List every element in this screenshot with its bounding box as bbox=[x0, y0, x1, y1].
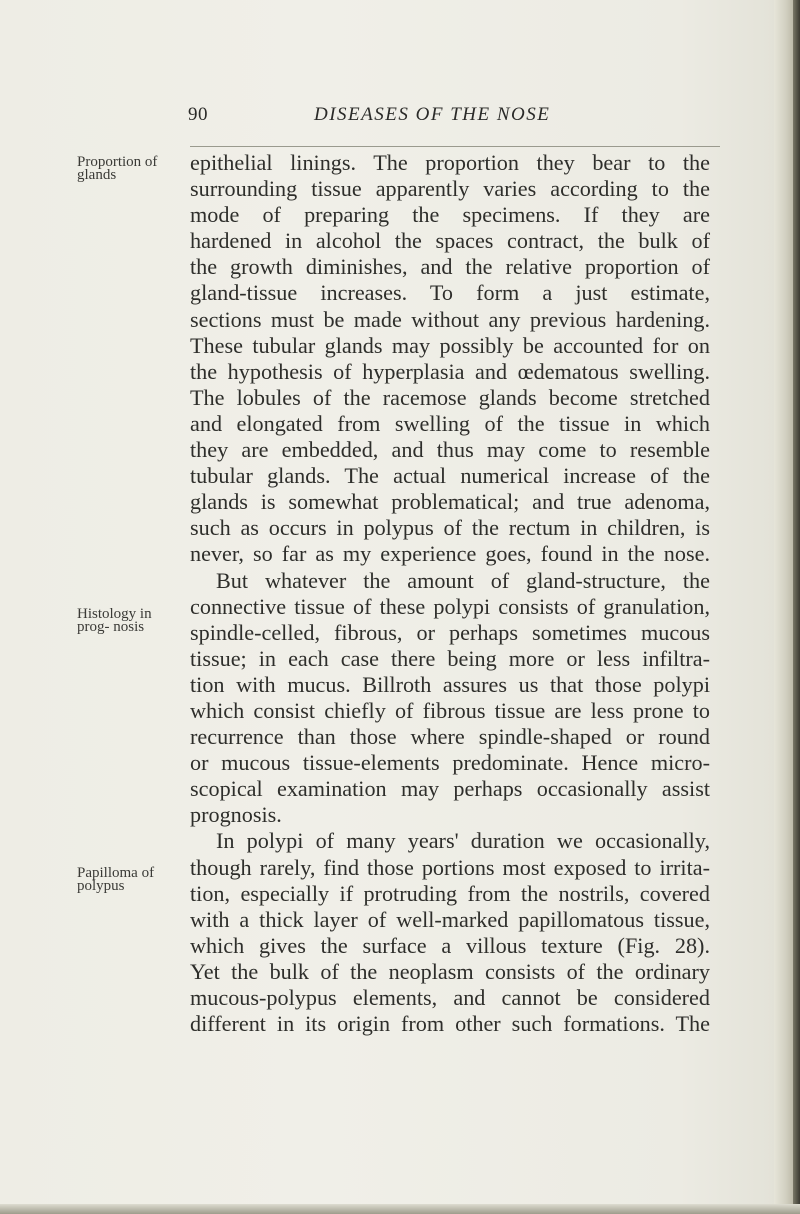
page-bottom-edge bbox=[0, 1204, 800, 1214]
text-line: gland-tissue increases. To form a just estimate, bbox=[190, 280, 710, 306]
text-line: which consist chiefly of fibrous tissue are less prone to bbox=[190, 697, 710, 723]
page-number: 90 bbox=[188, 104, 208, 125]
text-line: never, so far as my experience goes, found in the nose. bbox=[190, 541, 710, 567]
text-line: different in its origin from other such formations. The bbox=[190, 1011, 710, 1037]
text-line: mucous-polypus elements, and cannot be considered bbox=[190, 985, 710, 1010]
text-line: These tubular glands may possibly be accounted for on bbox=[190, 332, 710, 358]
text-line: though rarely, find those portions most exposed to irrita- bbox=[190, 854, 710, 880]
text-line: The lobules of the racemose glands become stretched bbox=[190, 384, 710, 410]
text-line: or mucous tissue-elements predominate. Hence micro- bbox=[190, 750, 710, 776]
text-line: prognosis. bbox=[190, 802, 282, 828]
text-line: spindle-celled, fibrous, or perhaps sometimes mucous bbox=[190, 619, 710, 645]
text-line: the hypothesis of hyperplasia and œdematous swelling. bbox=[190, 358, 710, 384]
text-line: connective tissue of these polypi consists of granulation, bbox=[190, 593, 710, 619]
text-line: recurrence than those where spindle-shaped or round bbox=[190, 724, 710, 750]
text-line: glands is somewhat problematical; and true adenoma, bbox=[190, 489, 710, 515]
text-line: tubular glands. The actual numerical increase of the bbox=[190, 463, 710, 489]
text-line: such as occurs in polypus of the rectum in children, is bbox=[190, 515, 710, 541]
running-head: DISEASES OF THE NOSE bbox=[314, 104, 551, 125]
text-line: tissue; in each case there being more or less infiltra- bbox=[190, 645, 710, 671]
text-line: tion, especially if protruding from the nostrils, covered bbox=[190, 880, 710, 906]
text-line: with a thick layer of well-marked papillomatous tissue, bbox=[190, 906, 710, 932]
text-line: surrounding tissue apparently varies according to the bbox=[190, 176, 710, 202]
text-line: hardened in alcohol the spaces contract, the bulk of bbox=[190, 228, 710, 254]
text-line: which gives the surface a villous texture (Fig. 28). bbox=[190, 932, 710, 958]
body-text bbox=[190, 150, 710, 1037]
text-line: they are embedded, and thus may come to resemble bbox=[190, 437, 710, 463]
text-line: scopical examination may perhaps occasionally assist bbox=[190, 776, 710, 802]
margin-note-proportion: Proportion of glands bbox=[77, 154, 158, 183]
text-line: the growth diminishes, and the relative proportion of bbox=[190, 254, 710, 280]
margin-note-papilloma: Papilloma of polypus bbox=[77, 865, 155, 894]
text-line: sections must be made without any previous hardening. bbox=[190, 306, 710, 332]
page-header bbox=[0, 104, 800, 134]
text-line: epithelial linings. The proportion they bear to the bbox=[190, 150, 710, 175]
header-rule bbox=[190, 146, 720, 147]
text-line: Yet the bulk of the neoplasm consists of the ordinary bbox=[190, 958, 710, 984]
text-line: mode of preparing the specimens. If they are bbox=[190, 202, 710, 228]
margin-note-histology: Histology in prog- nosis bbox=[77, 606, 152, 635]
text-line: In polypi of many years' duration we occasionally, bbox=[216, 828, 710, 854]
text-line: tion with mucus. Billroth assures us that those polypi bbox=[190, 671, 710, 697]
page-binding-edge bbox=[793, 0, 800, 1214]
text-line: and elongated from swelling of the tissue in which bbox=[190, 410, 710, 436]
text-line: But whatever the amount of gland-structure, the bbox=[216, 567, 710, 593]
